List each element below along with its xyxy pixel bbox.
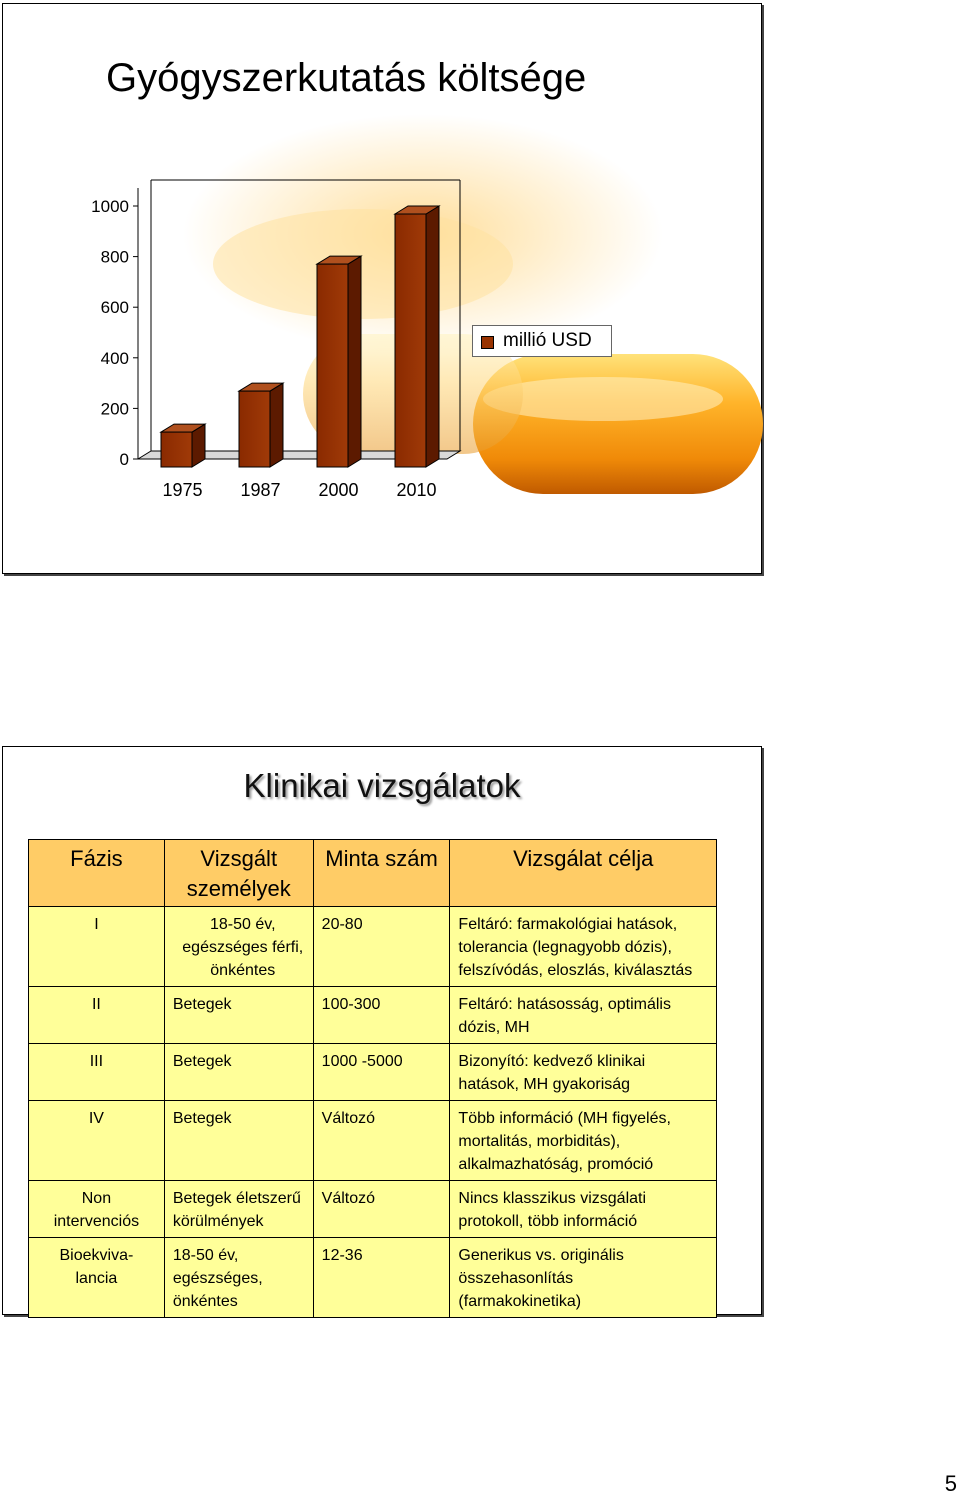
bar-2010	[395, 206, 439, 467]
y-tick-label: 800	[100, 247, 129, 267]
y-axis-labels	[91, 197, 129, 469]
x-tick-label: 1975	[162, 480, 203, 500]
cell-subjects: Betegek	[164, 1101, 313, 1181]
cell-phase: II	[29, 987, 165, 1044]
table-row	[29, 1181, 717, 1238]
table-row	[29, 1101, 717, 1181]
cell-aim: Több információ (MH figyelés, mortalitás, morbiditás), alkalmazhatóság, promóció	[450, 1101, 717, 1181]
page-number: 5	[944, 1471, 957, 1496]
cell-phase: I	[29, 907, 165, 987]
table-row	[29, 907, 717, 987]
cell-sample: 1000 -5000	[313, 1044, 450, 1101]
col-header-subjects: Vizsgált személyek	[164, 840, 313, 907]
bar-1975	[161, 424, 205, 467]
y-tick-label: 0	[119, 450, 129, 469]
bar-1987	[239, 383, 283, 467]
table-header-row	[29, 840, 717, 907]
y-tick-label: 600	[100, 298, 129, 318]
cell-aim: Feltáró: hatásosság, optimális dózis, MH	[450, 987, 717, 1044]
cell-sample: Változó	[313, 1181, 450, 1238]
legend-swatch	[481, 336, 494, 349]
trial-phase-table	[28, 839, 717, 1318]
slide-title: Klinikai vizsgálatok	[243, 767, 521, 804]
table-row	[29, 987, 717, 1044]
cell-subjects: Betegek életszerű körülmények	[164, 1181, 313, 1238]
col-header-aim: Vizsgálat célja	[450, 840, 717, 907]
table-row	[29, 1238, 717, 1318]
cell-subjects: 18-50 év, egészséges, önkéntes	[164, 1238, 313, 1318]
cost-chart	[3, 4, 763, 575]
cell-phase: III	[29, 1044, 165, 1101]
col-header-sample: Minta szám	[313, 840, 450, 907]
cell-sample: 100-300	[313, 987, 450, 1044]
slide-clinical-trials	[2, 746, 762, 1315]
y-tick-label: 200	[100, 399, 129, 419]
x-tick-label: 1987	[240, 480, 281, 500]
cell-aim: Feltáró: farmakológiai hatások, tolerancia (legnagyobb dózis), felszívódás, eloszlás, kiválasztás	[450, 907, 717, 987]
cell-sample: Változó	[313, 1101, 450, 1181]
cell-subjects: Betegek	[164, 1044, 313, 1101]
table-row	[29, 1044, 717, 1101]
gridlines	[133, 206, 138, 459]
cell-subjects: Betegek	[164, 987, 313, 1044]
chart-legend	[472, 325, 612, 357]
cell-aim: Nincs klasszikus vizsgálati protokoll, több információ	[450, 1181, 717, 1238]
cell-aim: Generikus vs. originális összehasonlítás (farmakokinetika)	[450, 1238, 717, 1318]
x-tick-label: 2000	[318, 480, 359, 500]
y-tick-label: 400	[100, 348, 129, 368]
bar-2000	[317, 256, 361, 467]
legend-label: millió USD	[503, 330, 592, 351]
cell-phase: IV	[29, 1101, 165, 1181]
cell-subjects: 18-50 év, egészséges férfi, önkéntes	[164, 907, 313, 987]
cell-aim: Bizonyító: kedvező klinikai hatások, MH gyakoriság	[450, 1044, 717, 1101]
cell-sample: 12-36	[313, 1238, 450, 1318]
cell-phase: Non intervenciós	[29, 1181, 165, 1238]
y-tick-label: 1000	[91, 197, 129, 216]
col-header-phase: Fázis	[29, 840, 165, 907]
cell-sample: 20-80	[313, 907, 450, 987]
slide-title: Gyógyszerkutatás költsége	[106, 56, 587, 100]
x-tick-label: 2010	[396, 480, 437, 500]
cell-phase: Bioekviva- lancia	[29, 1238, 165, 1318]
x-axis-labels	[162, 480, 436, 500]
slide-drug-cost	[2, 3, 762, 574]
